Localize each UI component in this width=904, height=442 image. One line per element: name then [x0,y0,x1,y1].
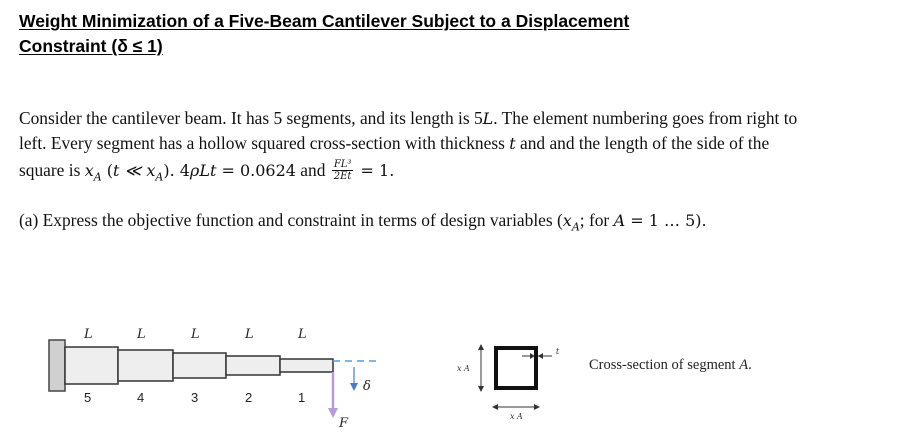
frac-num: FL³ [332,159,354,171]
segment-4 [118,350,173,381]
segment-1 [280,359,333,372]
segment-2 [226,356,280,375]
segment-5 [65,347,118,384]
bottom-dimension-arrow [492,404,498,410]
segment-number: 1 [298,390,306,405]
var-L: L [482,109,494,128]
wall [49,340,65,391]
thickness-label: t [556,347,560,356]
segment-number: 2 [245,390,253,405]
title-line-2-text: Constraint [19,36,112,56]
text: Consider the cantilever beam. It has 5 segments, and its length is 5 [19,108,483,128]
segment-3 [173,353,226,378]
delta-arrow-head [350,383,358,391]
var-t: t [509,134,516,153]
text: square is [19,160,85,180]
length-label: L [137,327,146,342]
text: . The element numbering goes from right to [493,108,798,128]
length-label: L [298,327,307,342]
title-line-1: Weight Minimization of a Five-Beam Cantilever Subject to a Displacement [19,11,630,31]
var-x: x [562,211,572,230]
text: (a) Express the objective function and constraint in terms of design variables ( [19,210,563,230]
length-label: L [245,327,254,342]
frac-den: 2Et [333,170,352,182]
length-label: L [191,327,200,342]
sub-A: A [93,170,102,184]
xa-side-label: x A [457,364,470,373]
var-A: A [613,211,626,230]
cross-section-caption [589,357,752,374]
range: = 1 … 5). [625,211,707,230]
value: = 0.0624 [216,161,296,180]
caption-var: A [739,357,749,373]
side-dimension-arrow [478,344,484,350]
rho-L-t: ρLt [189,161,217,180]
force-arrow-head [328,408,338,418]
segment-number: 3 [191,390,199,405]
equals-one: = 1. [355,161,395,180]
force-label: F [339,416,349,431]
sub-A: A [571,220,580,234]
caption-text: Cross-section of segment [589,357,740,373]
length-label: L [84,327,93,342]
segment-number: 4 [137,390,145,405]
title-line-2-math: (δ ≤ 1) [111,36,163,56]
segment-number: 5 [84,390,92,405]
thickness-arrow [538,353,543,359]
side-dimension-arrow [478,386,484,392]
var-x: x [84,161,94,180]
sub-A: A [155,170,164,184]
xa-bottom-label: x A [510,412,523,421]
bottom-dimension-arrow [534,404,540,410]
text: left. Every segment has a hollow squared cross-section with thickness [19,133,510,153]
and-text: and [295,160,330,180]
t-much-less-x: t ≪ x [113,161,156,180]
delta-label: δ [363,379,371,394]
caption-end: . [748,357,752,373]
paren-4: ). 4 [163,161,190,180]
text: and and the length of the side of the [515,133,770,153]
text: ; for [579,210,614,230]
paren: ( [101,161,113,180]
